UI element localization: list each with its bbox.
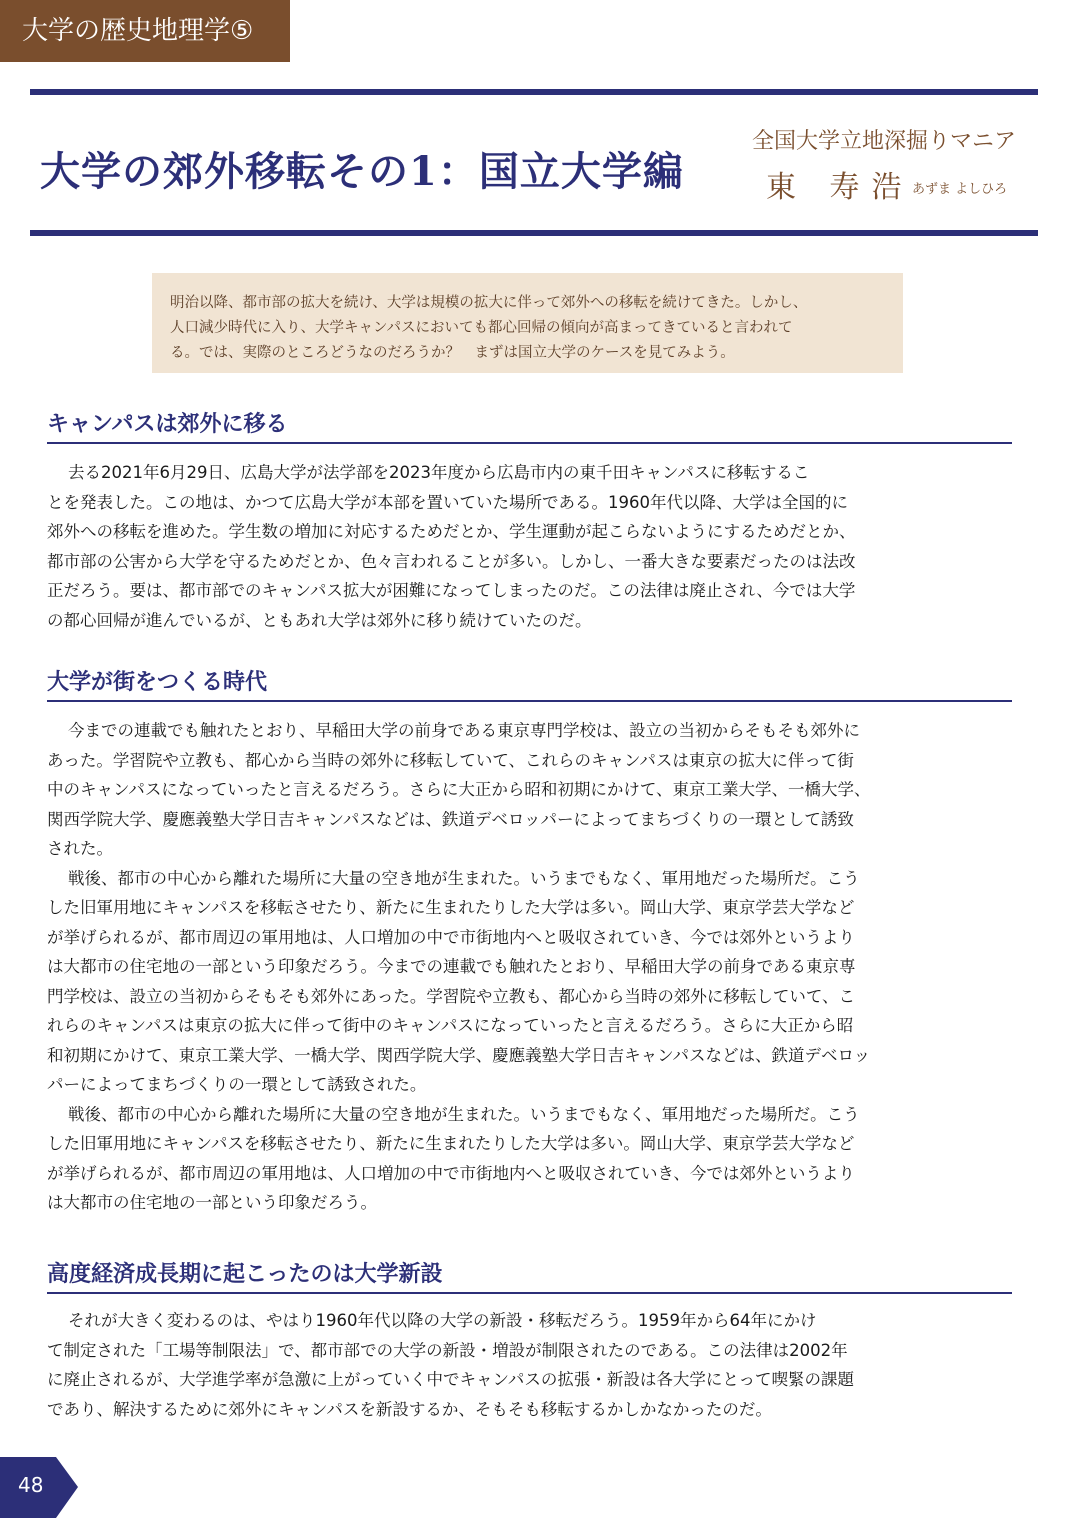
body-line: 都市部の公害から大学を守るためだとか、色々言われることが多い。しかし、一番大きな要素だったのは法改	[47, 551, 856, 571]
body-line: 戦後、都市の中心から離れた場所に大量の空き地が生まれた。いうまでもなく、軍用地だった場所だ。こう	[68, 1104, 860, 1124]
body-line: 今までの連載でも触れたとおり、早稲田大学の前身である東京専門学校は、設立の当初からそもそも郊外に	[68, 721, 860, 740]
body-line: れらのキャンパスは東京の拡大に伴って街中のキャンパスになっていったと言えるだろう。さらに大正から昭	[47, 1016, 854, 1035]
body-line: が挙げられるが、都市周辺の軍用地は、人口増加の中で市街地内へと吸収されていき、今では郊外というより	[47, 927, 855, 947]
body-line: とを発表した。この地は、かつて広島大学が本部を置いていた場所である。1960年代以降、大学は全国的に	[47, 492, 848, 512]
section-campus-suburbs	[47, 410, 1012, 635]
section-universities-build-towns	[47, 668, 1012, 1218]
title-bottom-rule	[30, 230, 1038, 236]
body-line: が挙げられるが、都市周辺の軍用地は、人口増加の中で市街地内へと吸収されていき、今では郊外というより	[47, 1163, 855, 1183]
body-line: 関西学院大学、慶應義塾大学日吉キャンパスなどは、鉄道デベロッパーによってまちづくりの一環として誘致	[47, 809, 854, 829]
body-line: した旧軍用地にキャンパスを移転させたり、新たに生まれたりした大学は多い。岡山大学、東京学芸大学など	[47, 898, 855, 917]
body-line: であり、解決するために郊外にキャンパスを新設するか、そもそも移転するかしかなかったのだ。	[47, 1399, 772, 1419]
body-line: は大都市の住宅地の一部という印象だろう。	[47, 1193, 377, 1212]
body-line: 郊外への移転を進めた。学生数の増加に対応するためだとか、学生運動が起こらないようにするためだとか、	[47, 522, 856, 541]
body-line: 門学校は、設立の当初からそもそも郊外にあった。学習院や立教も、都心から当時の郊外に移転していて、こ	[47, 986, 856, 1006]
section-high-growth-new-universities	[47, 1260, 1012, 1424]
author-reading: あずま よしひろ	[912, 182, 1008, 197]
section-heading: 高度経済成長期に起こったのは大学新設	[47, 1260, 1012, 1294]
author-label: 全国大学立地深掘りマニア	[752, 129, 1017, 154]
body-line: 正だろう。要は、都市部でのキャンパス拡大が困難になってしまったのだ。この法律は廃止され、今では大学	[47, 581, 856, 600]
section-body	[47, 458, 1012, 635]
page-number-tab	[0, 1457, 80, 1518]
page-number: 48	[18, 1473, 44, 1497]
lead-line: る。では、実際のところどうなのだろうか？ まずは国立大学のケースを見てみよう。	[170, 345, 735, 361]
page-title: 大学の郊外移転その1：国立大学編	[40, 148, 684, 195]
section-body	[47, 716, 1012, 1218]
lead-box	[152, 273, 903, 373]
body-line: て制定された「工場等制限法」で、都市部での大学の新設・増設が制限されたのである。この法律は2002年	[47, 1340, 848, 1360]
body-line: パーによってまちづくりの一環として誘致された。	[47, 1075, 427, 1094]
body-line: 去る2021年6月29日、広島大学が法学部を2023年度から広島市内の東千田キャンパスに移転するこ	[68, 463, 810, 482]
series-tag: 大学の歴史地理学⑤	[0, 0, 290, 62]
body-line: 和初期にかけて、東京工業大学、一橋大学、関西学院大学、慶應義塾大学日吉キャンパスなどは、鉄道デベロッ	[47, 1045, 871, 1065]
author-name: 東 寿浩	[766, 170, 914, 205]
lead-line: 明治以降、都市部の拡大を続け、大学は規模の拡大に伴って郊外への移転を続けてきた。しかし、	[170, 295, 808, 311]
body-line: それが大きく変わるのは、やはり1960年代以降の大学の新設・移転だろう。1959年から64年にかけ	[68, 1311, 817, 1330]
body-line: の都心回帰が進んでいるが、ともあれ大学は郊外に移り続けていたのだ。	[47, 610, 592, 630]
section-heading: キャンパスは郊外に移る	[47, 410, 1012, 444]
section-body	[47, 1306, 1012, 1424]
title-top-rule	[30, 89, 1038, 95]
body-line: あった。学習院や立教も、都心から当時の郊外に移転していて、これらのキャンパスは東京の拡大に伴って街	[47, 750, 854, 770]
body-line: 戦後、都市の中心から離れた場所に大量の空き地が生まれた。いうまでもなく、軍用地だった場所だ。こう	[68, 868, 860, 888]
body-line: 中のキャンパスになっていったと言えるだろう。さらに大正から昭和初期にかけて、東京工業大学、一橋大学、	[47, 780, 871, 799]
body-line: に廃止されるが、大学進学率が急激に上がっていく中でキャンパスの拡張・新設は各大学にとって喫緊の課題	[47, 1370, 855, 1389]
body-line: は大都市の住宅地の一部という印象だろう。今までの連載でも触れたとおり、早稲田大学の前身である東京専	[47, 957, 856, 976]
section-heading: 大学が街をつくる時代	[47, 668, 1012, 702]
body-line: した旧軍用地にキャンパスを移転させたり、新たに生まれたりした大学は多い。岡山大学、東京学芸大学など	[47, 1134, 855, 1153]
body-line: された。	[47, 839, 113, 858]
lead-line: 人口減少時代に入り、大学キャンパスにおいても都心回帰の傾向が高まってきていると言われて	[170, 320, 793, 336]
